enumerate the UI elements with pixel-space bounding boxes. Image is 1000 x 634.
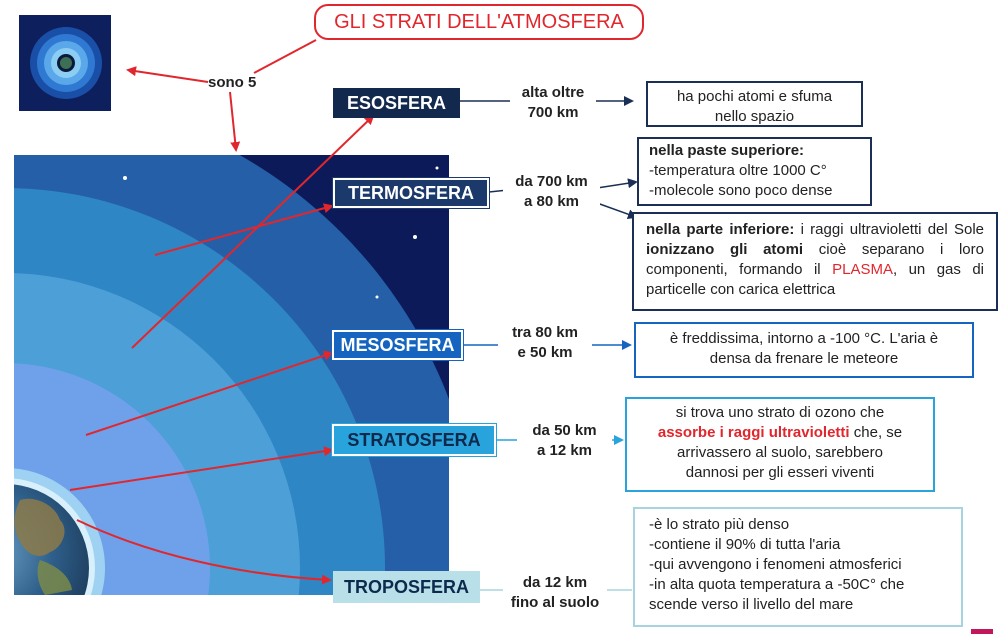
distance-esosfera: alta oltre 700 km [510, 83, 596, 123]
info-esosfera: ha pochi atomi e sfuma nello spazio [646, 81, 863, 127]
info-termosfera-upper: nella paste superiore: -temperatura oltre 1000 C° -molecole sono poco dense [637, 137, 872, 206]
page-title: GLI STRATI DELL'ATMOSFERA [314, 4, 644, 40]
layer-termosfera: TERMOSFERA [333, 178, 489, 208]
arrow-count-to-panel [230, 92, 236, 150]
distance-mesosfera: tra 80 km e 50 km [498, 323, 592, 363]
layer-stratosfera: STRATOSFERA [332, 424, 496, 456]
distance-troposfera: da 12 km fino al suolo [503, 573, 607, 613]
distance-termosfera: da 700 km a 80 km [503, 172, 600, 212]
info-troposfera: -è lo strato più denso -contiene il 90% di tutta l'aria -qui avvengono i fenomeni atmosferici -in alta quota temperatura a -50C° che scende verso il livello del mare [633, 507, 963, 627]
arrow-title-to-count [254, 40, 316, 73]
info-stratosfera: si trova uno strato di ozono che assorbe i raggi ultravioletti che, se arrivassero al suolo, sarebbero dannosi per gli esseri viventi [625, 397, 935, 492]
layer-mesosfera: MESOSFERA [332, 330, 463, 360]
layer-count-label: sono 5 [208, 74, 257, 91]
layer-troposfera: TROPOSFERA [333, 571, 480, 603]
atmosphere-cross-section [0, 93, 480, 634]
info-mesosfera: è freddissima, intorno a -100 °C. L'aria è densa da frenare le meteore [634, 322, 974, 378]
thumbnail-planet-illustration [19, 15, 111, 111]
info-termosfera-lower: nella parte inferiore: i raggi ultravioletti del Sole ionizzano gli atomi cioè separano i loro componenti, formando il PLASMA, un gas di particelle con carica elettrica [632, 212, 998, 311]
arrow-count-to-thumbnail [128, 70, 208, 82]
distance-stratosfera: da 50 km a 12 km [517, 421, 612, 461]
page-corner-marker [971, 629, 993, 634]
layer-esosfera: ESOSFERA [333, 88, 460, 118]
